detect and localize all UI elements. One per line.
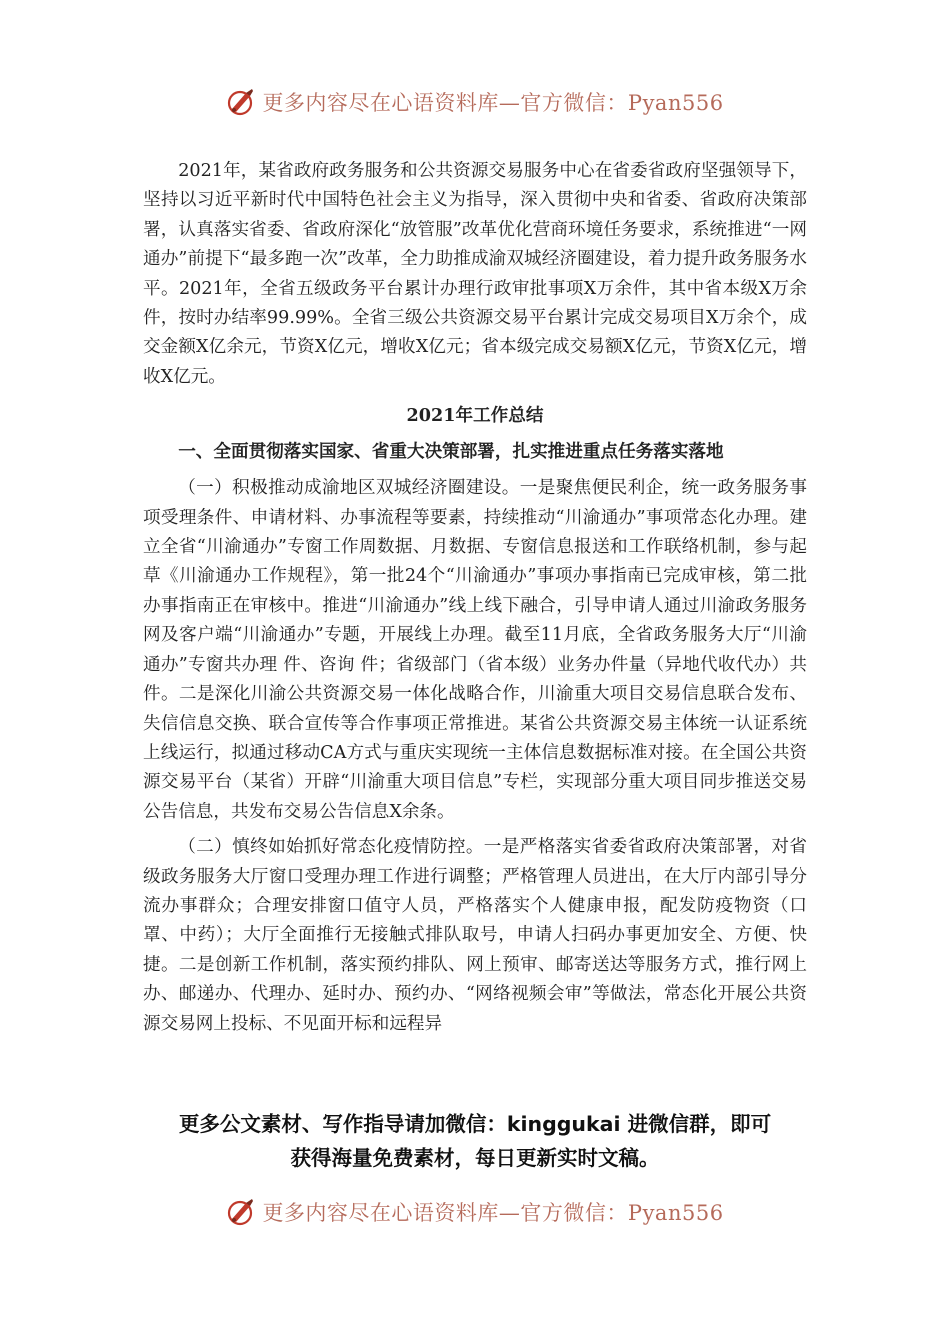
- footer-banner-text: 更多内容尽在心语资料库—官方微信：Pyan556: [262, 1201, 724, 1225]
- brush-pen-logo-icon: [226, 1197, 256, 1227]
- section-title: 2021年工作总结: [406, 405, 544, 427]
- paragraph-1: （一）积极推动成渝地区双城经济圈建设。一是聚焦便民利企，统一政务服务事项受理条件、申请材料、办事流程等要素，持续推动“川渝通办”事项常态化办理。建立全省“川渝通办”专窗工作周数据、月数据、专窗信息报送和工作联络机制，参与起草《川渝通办工作规程》，第一批24个“川渝通办”事项办事指南已完成审核，第二批办事指南正在审核中。推进“川渝通办”线上线下融合，引导申请人通过川渝政务服务网及客户端“川渝通办”专题，开展线上办理。截至11月底，全省政务服务大厅“川渝通办”专窗共办理 件、咨询 件；省级部门（省本级）业务办件量（异地代收代办）共 件。二是深化川渝公共资源交易一体化战略合作，川渝重大项目交易信息联合发布、失信信息交换、联合宣传等合作事项正常推进。某省公共资源交易主体统一认证系统上线运行，拟通过移动CA方式与重庆实现统一主体信息数据标准对接。在全国公共资源交易平台（某省）开辟“川渝重大项目信息”专栏，实现部分重大项目同步推送交易公告信息，共发布交易公告信息X余条。: [143, 478, 807, 822]
- heading-1: 一、全面贯彻落实国家、省重大决策部署，扎实推进重点任务落实落地: [178, 441, 724, 463]
- footer-banner: [0, 1192, 950, 1232]
- header-banner: [0, 82, 950, 122]
- promo-line-1: 更多公文素材、写作指导请加微信：kinggukai 进微信群，即可: [178, 1112, 772, 1136]
- intro-paragraph: 2021年，某省政府政务服务和公共资源交易服务中心在省委省政府坚强领导下，坚持以习近平新时代中国特色社会主义为指导，深入贯彻中央和省委、省政府决策部署，认真落实省委、省政府深化“放管服”改革优化营商环境任务要求，系统推进“一网通办”前提下“最多跑一次”改革，全力助推成渝双城经济圈建设，着力提升政务服务水平。2021年，全省五级政务平台累计办理行政审批事项X万余件，其中省本级X万余件，按时办结率99.99%。全省三级公共资源交易平台累计完成交易项目X万余个，成交金额X亿余元，节资X亿元，增收X亿元；省本级完成交易额X亿元，节资X亿元，增收X亿元。: [143, 161, 807, 387]
- brush-pen-logo-icon: [226, 87, 256, 117]
- paragraph-2: （二）慎终如始抓好常态化疫情防控。一是严格落实省委省政府决策部署，对省级政务服务大厅窗口受理办理工作进行调整；严格管理人员进出，在大厅内部引导分流办事群众；合理安排窗口值守人员，严格落实个人健康申报，配发防疫物资（口罩、中药）；大厅全面推行无接触式排队取号，申请人扫码办事更加安全、方便、快捷。二是创新工作机制，落实预约排队、网上预审、邮寄送达等服务方式，推行网上办、邮递办、代理办、延时办、预约办、“网络视频会审”等做法，常态化开展公共资源交易网上投标、不见面开标和远程异: [143, 837, 807, 1034]
- promo-block: [120, 1107, 830, 1175]
- header-banner-text: 更多内容尽在心语资料库—官方微信：Pyan556: [262, 91, 724, 115]
- promo-line-2: 获得海量免费素材，每日更新实时文稿。: [290, 1146, 660, 1170]
- document-body: [143, 157, 807, 1039]
